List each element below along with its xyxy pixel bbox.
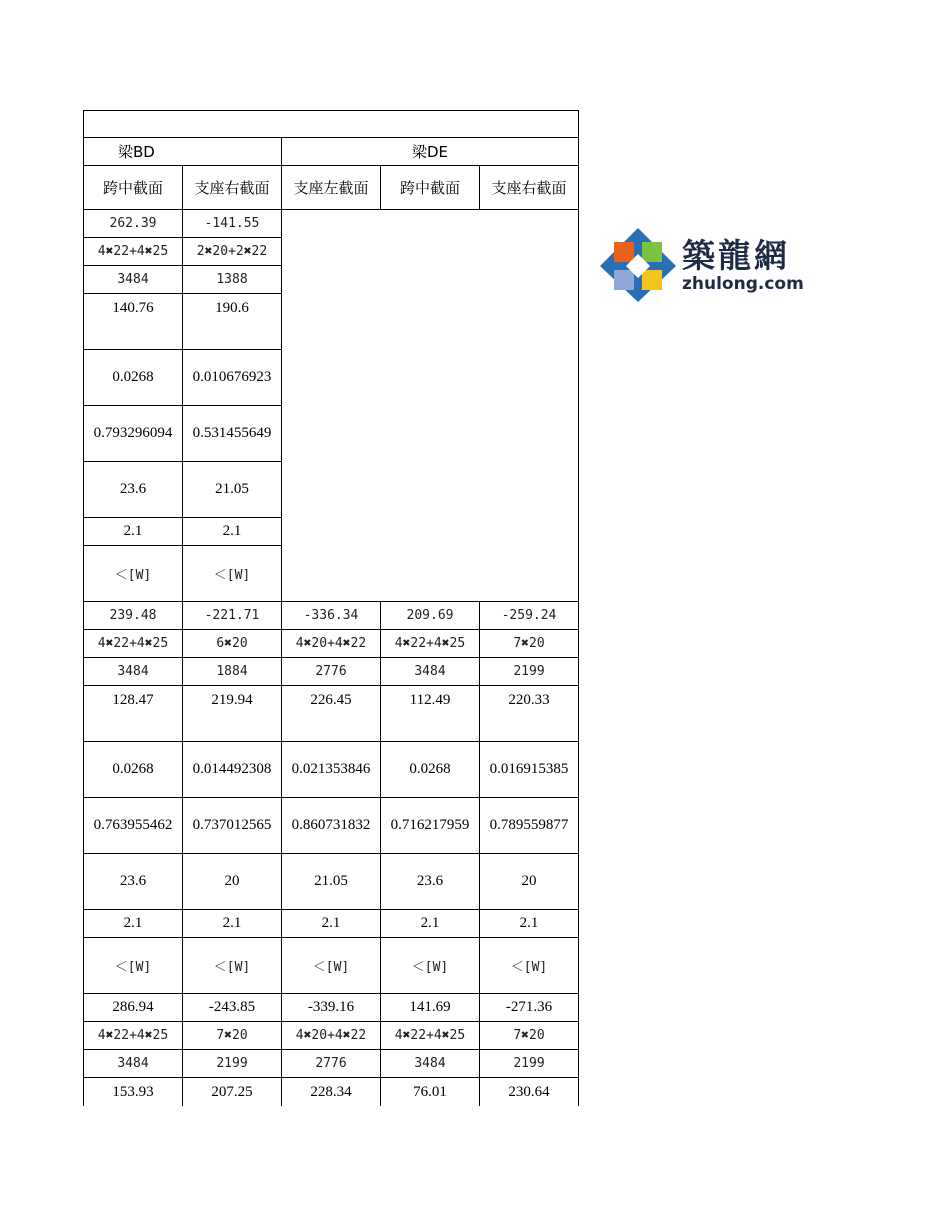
section2-area-cell: 3484 xyxy=(84,658,183,686)
section2-rebar-cell: 4✖20+4✖22 xyxy=(282,630,381,658)
title-cell xyxy=(84,111,579,138)
section2-area-cell: 3484 xyxy=(381,658,480,686)
section3-stress-cell: 230.64 xyxy=(480,1078,579,1106)
section2-area-cell: 2776 xyxy=(282,658,381,686)
table-row xyxy=(84,938,579,994)
section3-area-cell: 2199 xyxy=(480,1050,579,1078)
section2-rebar-cell: 6✖20 xyxy=(183,630,282,658)
section3-moment-cell: -271.36 xyxy=(480,994,579,1022)
zhulong-logo-icon xyxy=(598,226,678,304)
section2-coef-cell: 2.1 xyxy=(183,910,282,938)
section1-check-cell: ＜[W] xyxy=(183,546,282,602)
section2-deq-cell: 21.05 xyxy=(282,854,381,910)
section2-moment-cell: 239.48 xyxy=(84,602,183,630)
section1-rho-cell: 0.010676923 xyxy=(183,350,282,406)
column-header: 支座左截面 xyxy=(282,166,381,210)
section2-rebar-cell: 7✖20 xyxy=(480,630,579,658)
section2-rho-cell: 0.016915385 xyxy=(480,742,579,798)
section2-stress-cell: 112.49 xyxy=(381,686,480,742)
section3-stress-cell: 76.01 xyxy=(381,1078,480,1106)
section3-stress-cell: 207.25 xyxy=(183,1078,282,1106)
table-row xyxy=(84,1078,579,1106)
table-row xyxy=(84,742,579,798)
section2-deq-cell: 20 xyxy=(183,854,282,910)
section2-stress-cell: 128.47 xyxy=(84,686,183,742)
section3-rebar-cell: 7✖20 xyxy=(183,1022,282,1050)
table-row xyxy=(84,686,579,742)
table-row xyxy=(84,111,579,138)
section2-moment-cell: 209.69 xyxy=(381,602,480,630)
section2-psi-cell: 0.789559877 xyxy=(480,798,579,854)
column-header: 跨中截面 xyxy=(84,166,183,210)
logo-chinese-text: 築龍網 xyxy=(682,236,790,275)
section2-rebar-cell: 4✖22+4✖25 xyxy=(84,630,183,658)
section1-psi-cell: 0.531455649 xyxy=(183,406,282,462)
section2-stress-cell: 219.94 xyxy=(183,686,282,742)
section3-moment-cell: -339.16 xyxy=(282,994,381,1022)
column-header: 支座右截面 xyxy=(183,166,282,210)
header-beam-bd: 梁BD xyxy=(84,138,282,166)
section1-area-cell: 1388 xyxy=(183,266,282,294)
section2-coef-cell: 2.1 xyxy=(84,910,183,938)
zhulong-logo[interactable] xyxy=(598,226,808,304)
section1-rebar-cell: 2✖20+2✖22 xyxy=(183,238,282,266)
section3-moment-cell: 286.94 xyxy=(84,994,183,1022)
section3-moment-cell: -243.85 xyxy=(183,994,282,1022)
section3-area-cell: 3484 xyxy=(381,1050,480,1078)
table-row xyxy=(84,166,579,210)
table-row xyxy=(84,138,579,166)
section3-rebar-cell: 7✖20 xyxy=(480,1022,579,1050)
table-row xyxy=(84,910,579,938)
section2-deq-cell: 23.6 xyxy=(381,854,480,910)
section3-rebar-cell: 4✖22+4✖25 xyxy=(381,1022,480,1050)
section2-deq-cell: 23.6 xyxy=(84,854,183,910)
section2-area-cell: 1884 xyxy=(183,658,282,686)
section2-psi-cell: 0.763955462 xyxy=(84,798,183,854)
section2-coef-cell: 2.1 xyxy=(381,910,480,938)
section2-stress-cell: 226.45 xyxy=(282,686,381,742)
header-beam-de: 梁DE xyxy=(282,138,579,166)
table-row xyxy=(84,602,579,630)
section2-psi-cell: 0.737012565 xyxy=(183,798,282,854)
section2-coef-cell: 2.1 xyxy=(282,910,381,938)
section3-stress-cell: 153.93 xyxy=(84,1078,183,1106)
section1-check-cell: ＜[W] xyxy=(84,546,183,602)
section2-check-cell: ＜[W] xyxy=(480,938,579,994)
section1-moment-cell: 262.39 xyxy=(84,210,183,238)
section2-check-cell: ＜[W] xyxy=(282,938,381,994)
section1-stress-cell: 190.6 xyxy=(183,294,282,350)
section3-area-cell: 3484 xyxy=(84,1050,183,1078)
table-row xyxy=(84,854,579,910)
column-header: 支座右截面 xyxy=(480,166,579,210)
section2-moment-cell: -259.24 xyxy=(480,602,579,630)
section2-rho-cell: 0.014492308 xyxy=(183,742,282,798)
section2-rho-cell: 0.0268 xyxy=(381,742,480,798)
section3-rebar-cell: 4✖20+4✖22 xyxy=(282,1022,381,1050)
section3-rebar-cell: 4✖22+4✖25 xyxy=(84,1022,183,1050)
section2-moment-cell: -336.34 xyxy=(282,602,381,630)
section2-coef-cell: 2.1 xyxy=(480,910,579,938)
table-row xyxy=(84,210,579,238)
section3-moment-cell: 141.69 xyxy=(381,994,480,1022)
section1-psi-cell: 0.793296094 xyxy=(84,406,183,462)
section3-area-cell: 2199 xyxy=(183,1050,282,1078)
section2-check-cell: ＜[W] xyxy=(84,938,183,994)
table-row xyxy=(84,658,579,686)
section1-deq-cell: 23.6 xyxy=(84,462,183,518)
section1-stress-cell: 140.76 xyxy=(84,294,183,350)
table-row xyxy=(84,994,579,1022)
section1-coef-cell: 2.1 xyxy=(84,518,183,546)
table-row xyxy=(84,630,579,658)
section2-psi-cell: 0.860731832 xyxy=(282,798,381,854)
section2-rebar-cell: 4✖22+4✖25 xyxy=(381,630,480,658)
section1-area-cell: 3484 xyxy=(84,266,183,294)
section2-rho-cell: 0.021353846 xyxy=(282,742,381,798)
section2-moment-cell: -221.71 xyxy=(183,602,282,630)
table-row xyxy=(84,798,579,854)
section2-check-cell: ＜[W] xyxy=(381,938,480,994)
section3-stress-cell: 228.34 xyxy=(282,1078,381,1106)
calc-table xyxy=(83,110,579,1106)
section1-moment-cell: -141.55 xyxy=(183,210,282,238)
table-row xyxy=(84,1022,579,1050)
section2-stress-cell: 220.33 xyxy=(480,686,579,742)
blank-merged-area xyxy=(282,210,579,602)
section3-area-cell: 2776 xyxy=(282,1050,381,1078)
section2-deq-cell: 20 xyxy=(480,854,579,910)
section2-check-cell: ＜[W] xyxy=(183,938,282,994)
section2-area-cell: 2199 xyxy=(480,658,579,686)
section2-rho-cell: 0.0268 xyxy=(84,742,183,798)
table-row xyxy=(84,1050,579,1078)
section1-rebar-cell: 4✖22+4✖25 xyxy=(84,238,183,266)
column-header: 跨中截面 xyxy=(381,166,480,210)
section1-rho-cell: 0.0268 xyxy=(84,350,183,406)
section1-deq-cell: 21.05 xyxy=(183,462,282,518)
section1-coef-cell: 2.1 xyxy=(183,518,282,546)
logo-english-text: zhulong.com xyxy=(682,274,804,294)
section2-psi-cell: 0.716217959 xyxy=(381,798,480,854)
